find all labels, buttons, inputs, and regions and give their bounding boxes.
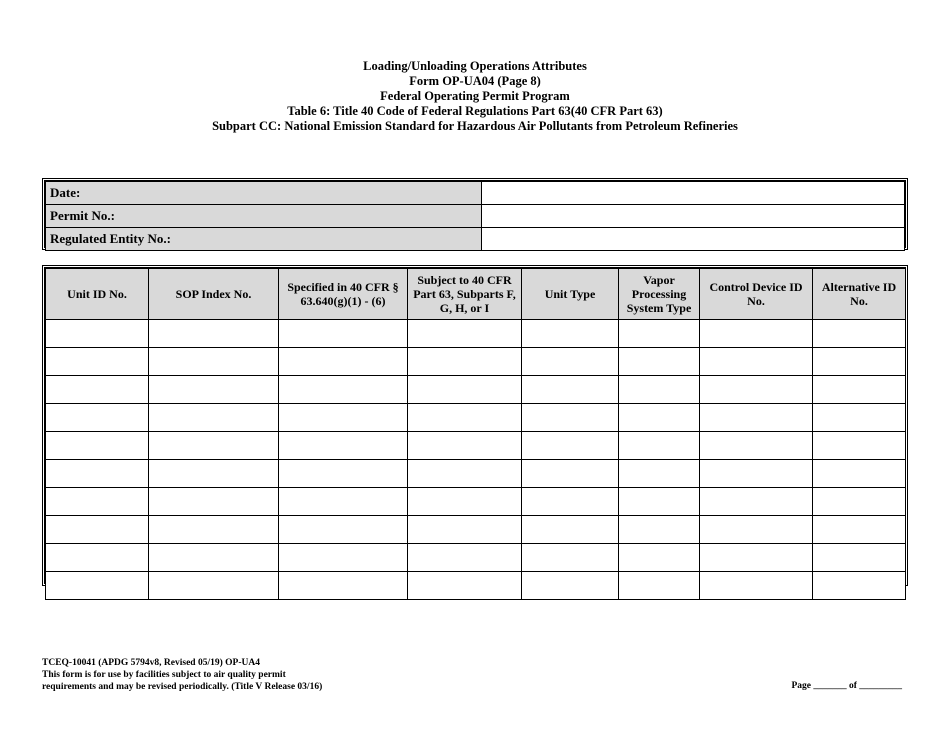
table-cell[interactable] bbox=[700, 488, 813, 516]
table-cell[interactable] bbox=[619, 488, 700, 516]
col-specified-cfr: Specified in 40 CFR § 63.640(g)(1) - (6) bbox=[279, 269, 408, 320]
table-cell[interactable] bbox=[813, 544, 906, 572]
table-cell[interactable] bbox=[522, 432, 619, 460]
table-cell[interactable] bbox=[700, 516, 813, 544]
info-box bbox=[42, 178, 908, 250]
table-cell[interactable] bbox=[408, 516, 522, 544]
permit-label: Permit No.: bbox=[46, 205, 482, 228]
table-cell[interactable] bbox=[149, 572, 279, 600]
table-cell[interactable] bbox=[279, 320, 408, 348]
col-sop-index: SOP Index No. bbox=[149, 269, 279, 320]
col-unit-id: Unit ID No. bbox=[46, 269, 149, 320]
table-cell[interactable] bbox=[149, 376, 279, 404]
table-cell[interactable] bbox=[813, 488, 906, 516]
footer-info bbox=[42, 657, 322, 693]
permit-field[interactable] bbox=[482, 205, 905, 228]
table-cell[interactable] bbox=[408, 376, 522, 404]
table-cell[interactable] bbox=[149, 544, 279, 572]
table-row bbox=[46, 404, 906, 432]
table-row bbox=[46, 572, 906, 600]
table-cell[interactable] bbox=[619, 460, 700, 488]
entity-label: Regulated Entity No.: bbox=[46, 228, 482, 251]
table-body bbox=[46, 320, 906, 600]
table-cell[interactable] bbox=[522, 544, 619, 572]
table-row bbox=[46, 460, 906, 488]
footer-form-id: TCEQ-10041 (APDG 5794v8, Revised 05/19) OP-UA4 bbox=[42, 658, 260, 668]
table-cell[interactable] bbox=[619, 376, 700, 404]
table-row bbox=[46, 432, 906, 460]
table-cell[interactable] bbox=[279, 572, 408, 600]
form-header bbox=[0, 59, 950, 134]
table-cell[interactable] bbox=[408, 460, 522, 488]
table-cell[interactable] bbox=[408, 572, 522, 600]
table-cell[interactable] bbox=[279, 460, 408, 488]
table-cell[interactable] bbox=[279, 516, 408, 544]
table-cell[interactable] bbox=[813, 432, 906, 460]
table-cell[interactable] bbox=[149, 516, 279, 544]
table-cell[interactable] bbox=[408, 488, 522, 516]
table-cell[interactable] bbox=[522, 376, 619, 404]
table-cell[interactable] bbox=[813, 376, 906, 404]
table-row bbox=[46, 488, 906, 516]
table-cell[interactable] bbox=[522, 572, 619, 600]
table-cell[interactable] bbox=[700, 432, 813, 460]
table-cell[interactable] bbox=[522, 488, 619, 516]
table-cell[interactable] bbox=[700, 572, 813, 600]
table-cell[interactable] bbox=[522, 348, 619, 376]
date-row bbox=[46, 182, 905, 205]
col-unit-type: Unit Type bbox=[522, 269, 619, 320]
col-vapor-processing: Vapor Processing System Type bbox=[619, 269, 700, 320]
entity-field[interactable] bbox=[482, 228, 905, 251]
table-cell[interactable] bbox=[813, 348, 906, 376]
table-row bbox=[46, 320, 906, 348]
table-cell[interactable] bbox=[619, 516, 700, 544]
table-cell[interactable] bbox=[619, 348, 700, 376]
table-cell[interactable] bbox=[813, 460, 906, 488]
table-cell[interactable] bbox=[522, 404, 619, 432]
table-cell[interactable] bbox=[46, 348, 149, 376]
table-cell[interactable] bbox=[522, 516, 619, 544]
table-cell[interactable] bbox=[700, 320, 813, 348]
table-cell[interactable] bbox=[46, 320, 149, 348]
table-row bbox=[46, 516, 906, 544]
table-cell[interactable] bbox=[279, 348, 408, 376]
table-row bbox=[46, 544, 906, 572]
table-cell[interactable] bbox=[813, 516, 906, 544]
form-number: Form OP-UA04 (Page 8) bbox=[409, 74, 541, 88]
table-cell[interactable] bbox=[149, 432, 279, 460]
table-cell[interactable] bbox=[279, 432, 408, 460]
table-cell[interactable] bbox=[522, 460, 619, 488]
table-cell[interactable] bbox=[46, 544, 149, 572]
header-row bbox=[46, 269, 906, 320]
program-name: Federal Operating Permit Program bbox=[380, 89, 570, 103]
table-cell[interactable] bbox=[46, 488, 149, 516]
table-cell[interactable] bbox=[700, 544, 813, 572]
col-control-device: Control Device ID No. bbox=[700, 269, 813, 320]
table-cell[interactable] bbox=[149, 460, 279, 488]
permit-row bbox=[46, 205, 905, 228]
table-cell[interactable] bbox=[279, 376, 408, 404]
table-cell[interactable] bbox=[619, 572, 700, 600]
table-cell[interactable] bbox=[149, 488, 279, 516]
table-cell[interactable] bbox=[149, 404, 279, 432]
table-cell[interactable] bbox=[700, 376, 813, 404]
date-field[interactable] bbox=[482, 182, 905, 205]
table-cell[interactable] bbox=[408, 320, 522, 348]
page-number: Page _______ of _________ bbox=[791, 681, 902, 691]
subpart-title: Subpart CC: National Emission Standard for Hazardous Air Pollutants from Petroleum Refineries bbox=[212, 119, 738, 133]
table-cell[interactable] bbox=[619, 432, 700, 460]
info-table bbox=[45, 181, 905, 251]
table-cell[interactable] bbox=[700, 348, 813, 376]
table-cell[interactable] bbox=[279, 544, 408, 572]
table-cell[interactable] bbox=[813, 404, 906, 432]
table-cell[interactable] bbox=[408, 348, 522, 376]
table-cell[interactable] bbox=[149, 320, 279, 348]
table-cell[interactable] bbox=[813, 572, 906, 600]
table-cell[interactable] bbox=[408, 432, 522, 460]
table-cell[interactable] bbox=[46, 432, 149, 460]
footer-note-2: requirements and may be revised periodically. (Title V Release 03/16) bbox=[42, 682, 323, 692]
attributes-grid bbox=[42, 265, 908, 586]
table-cell[interactable] bbox=[46, 376, 149, 404]
table-cell[interactable] bbox=[408, 404, 522, 432]
attributes-table bbox=[45, 268, 906, 600]
col-subject-cfr: Subject to 40 CFR Part 63, Subparts F, G, H, or I bbox=[408, 269, 522, 320]
table-row bbox=[46, 348, 906, 376]
table-cell[interactable] bbox=[700, 404, 813, 432]
date-label: Date: bbox=[46, 182, 482, 205]
footer-note-1: This form is for use by facilities subject to air quality permit bbox=[42, 670, 286, 680]
table-cell[interactable] bbox=[813, 320, 906, 348]
table-cell[interactable] bbox=[619, 320, 700, 348]
table-cell[interactable] bbox=[279, 404, 408, 432]
table-cell[interactable] bbox=[46, 460, 149, 488]
table-cell[interactable] bbox=[619, 544, 700, 572]
form-title: Loading/Unloading Operations Attributes bbox=[363, 59, 587, 73]
table-cell[interactable] bbox=[522, 320, 619, 348]
table-cell[interactable] bbox=[46, 572, 149, 600]
col-alternative-id: Alternative ID No. bbox=[813, 269, 906, 320]
table-cell[interactable] bbox=[149, 348, 279, 376]
table-cell[interactable] bbox=[46, 404, 149, 432]
table-title: Table 6: Title 40 Code of Federal Regulations Part 63(40 CFR Part 63) bbox=[287, 104, 663, 118]
table-cell[interactable] bbox=[700, 460, 813, 488]
table-cell[interactable] bbox=[619, 404, 700, 432]
table-cell[interactable] bbox=[46, 516, 149, 544]
table-row bbox=[46, 376, 906, 404]
entity-row bbox=[46, 228, 905, 251]
table-cell[interactable] bbox=[408, 544, 522, 572]
table-cell[interactable] bbox=[279, 488, 408, 516]
